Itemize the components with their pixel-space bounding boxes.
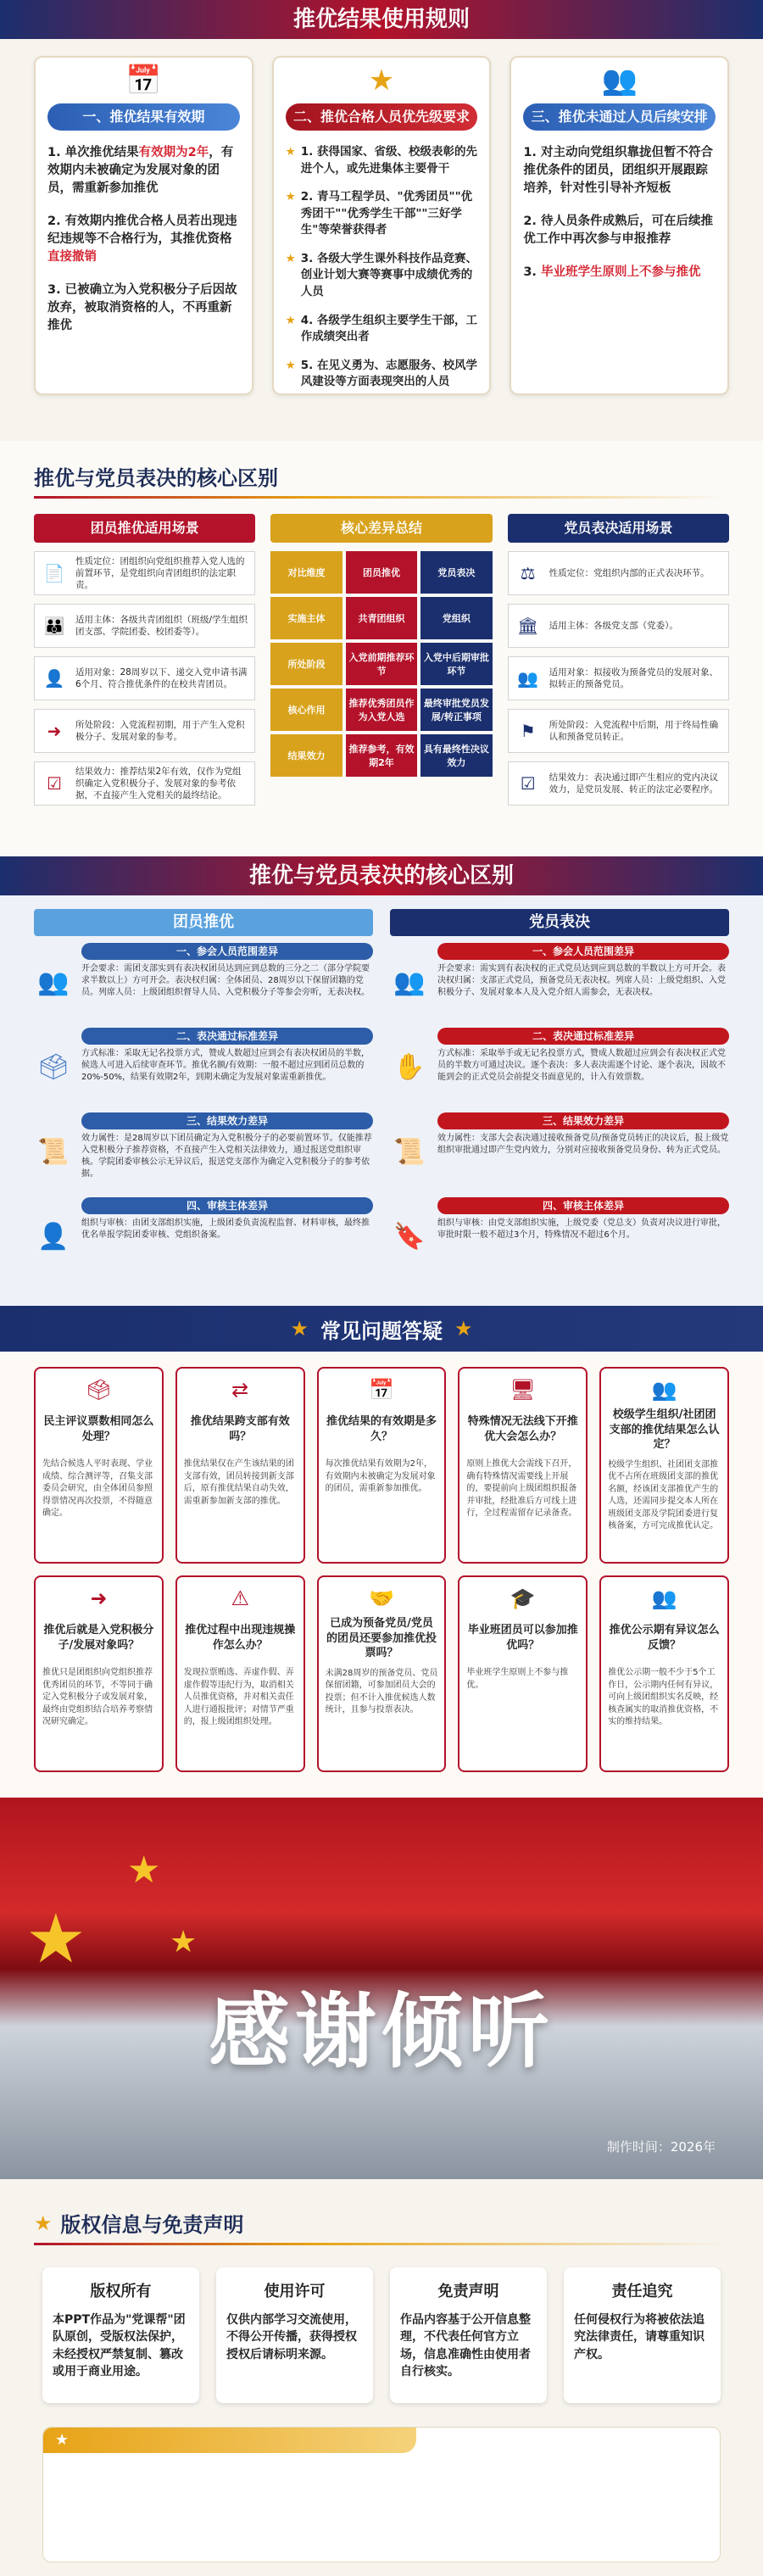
difference-text: 开会要求：需团支部实到有表决权团员达到应到总数的三分之二（部分学院要求半数以上）方可开会。表决权归属：全体团员、28周岁以下保留团籍的党员。列席人员：上级团组织督导人员、入党积极分子等参会旁听，无表决权。 [81,964,370,997]
rule-highlight: 有效期为2年 [138,146,209,159]
difference-body [81,943,373,1021]
rule-item [523,264,716,282]
monitor-icon: 🖥 [510,1378,537,1402]
faq-answer: 先结合候选人平时表现、学业成绩、综合测评等，召集支部委员会研究，由全体团员参照得票情况再次投票，不得随意确定。 [42,1459,153,1518]
faq-question: 推优过程中出现违规操作怎么办？ [185,1624,296,1652]
faq-answer: 原则上推优大会需线下召开，确有特殊情况需要线上开展的，要提前向上级团组织报备并审批，经批准后方可线上进行，全过程需留存记录备查。 [466,1459,577,1518]
summary-row [270,551,492,594]
star-icon: ★ [34,2211,53,2235]
faq-question: 民主评议票数相同怎么处理？ [43,1415,154,1443]
star-icon: ★ [55,2431,70,2449]
difference-subtitle: 一、参会人员范围差异 [437,943,729,960]
scenario-text: 性质定位：团组织向党组织推荐入党人选的前置环节，是党组织向青团组织的法定职责。 [75,555,245,591]
hand-vote-icon: ✋ [393,1051,426,1082]
copyright-card [564,2267,721,2403]
star-icon: ★ [25,1899,86,1978]
copyright-card [390,2267,547,2403]
rule-item [286,251,478,301]
scenario-text: 所处阶段：入党流程初期，用于产生入党积极分子、发展对象的参考。 [75,719,245,742]
section-heading [0,461,763,491]
rule-text: 1. 单次推优结果 [47,146,139,159]
slide-usage-rules [0,0,763,441]
star-icon: ★ [285,190,296,204]
person-badge-icon: 👤 [37,1221,70,1252]
building-icon: 🏛 [516,615,539,636]
rule-text: ，有效期内未被确定为发展对象的团员，需重新参加推优 [47,146,234,196]
party-detail-heading: 党员表决 [390,909,729,936]
star-icon: ★ [290,1317,309,1341]
rule-item [523,144,716,198]
faq-card [34,1575,164,1772]
rule-text: 2. 待人员条件成熟后，可在后续推优工作中再次参与申报推荐 [523,215,713,247]
meeting-icon: 👥 [393,967,426,997]
rule-item [523,213,716,248]
summary-heading: 核心差异总结 [270,514,492,543]
star-icon: ★ [368,64,395,98]
copyright-card-title: 使用许可 [264,2283,326,2300]
difference-block [34,1197,373,1275]
rule-item [286,144,478,177]
scenario-item [508,551,729,595]
star-icon: ★ [285,358,296,372]
rule-cards [0,39,763,412]
copyright-card-title: 免责声明 [437,2283,499,2300]
difference-block [390,1197,729,1275]
person-icon: 👤 [43,667,65,689]
copyright-card-title: 版权所有 [90,2283,152,2300]
creation-time: 制作时间：2026年 [606,2139,716,2155]
ballot-icon: 🗳 [36,1051,70,1082]
slide-title: 推优与党员表决的核心区别 [0,856,763,895]
note-box [42,2427,721,2562]
faq-question: 已成为预备党员/党员的团员还要参加推优投票吗？ [326,1617,437,1660]
summary-row [270,734,492,777]
route-icon: ➜ [90,1586,108,1610]
group-icon: 👪 [43,615,65,636]
scenario-text: 所处阶段：入党流程中后期，用于终局性确认和预备党员转正。 [549,719,719,742]
difference-text: 方式标准：采取举手或无记名投票方式，赞成人数超过应到会有表决权正式党员的半数方可通过决议。逐个表决：多人表决需逐个讨论、逐个表决，因故不能到会的正式党员会前提交书面意见的，计入有效票数。 [437,1049,726,1082]
faq-answer: 每次推优结果有效期为2年，有效期内未被确定为发展对象的团员，需重新参加推优。 [325,1459,436,1493]
calendar-icon: 📅 [125,64,162,98]
calendar-icon: 📅 [369,1378,394,1402]
handshake-icon: 🤝 [369,1586,394,1610]
faq-question: 校级学生组织/社团团支部的推优结果怎么认定？ [609,1408,720,1452]
summary-row [270,689,492,731]
star-icon: ★ [170,1925,198,1960]
summary-league: 推荐参考，有效期2年 [346,734,417,777]
difference-block [390,943,729,1021]
summary-party: 党组织 [420,597,492,639]
league-detail-heading: 团员推优 [34,909,373,936]
scenario-item [34,551,255,595]
rule-text: 2. 有效期内推优合格人员若出现违纪违规等不合格行为，其推优资格 [47,215,237,247]
meeting-icon: 👥 [651,1586,677,1610]
slide-copyright [0,2179,763,2576]
note-bar [43,2428,416,2453]
faq-card [599,1575,729,1772]
difference-text: 组织与审核：由党支部组织实施，上级党委（党总支）负责对决议进行审批，审批时限一般不超过3个月，特殊情况不超过6个月。 [437,1218,726,1240]
faq-card [175,1575,305,1772]
party-detail [390,909,729,1275]
scenario-item [34,604,255,648]
copyright-card-text: 任何侵权行为将被依法追究法律责任，请尊重知识产权。 [574,2313,705,2361]
rule-text: 2. 青马工程学员、"优秀团员""优秀团干""优秀学生干部""三好学生"等荣誉获得者 [300,190,473,237]
slide-core-difference-detail [0,856,763,1306]
difference-subtitle: 三、结果效力差异 [81,1112,373,1129]
copyright-card [216,2267,373,2403]
faq-question: 推优公示期有异议怎么反馈？ [609,1624,720,1652]
users-icon: 👥 [601,64,638,98]
copyright-card-text: 本PPT作品为"党课帮"团队原创，受版权法保护，未经授权严禁复制、篡改或用于商业用途。 [53,2313,186,2378]
rule-item [47,213,240,266]
difference-body [81,1197,373,1275]
steps-icon: ➜ [47,720,62,741]
warning-icon: ⚠ [231,1586,249,1610]
rule-card-heading: 二、推优合格人员优先级要求 [286,103,478,131]
faq-card [458,1575,588,1772]
rule-text: 1. 获得国家、省级、校级表彰的先进个人，或先进集体主要骨干 [300,145,478,176]
faq-question: 推优结果跨支部有效吗？ [190,1415,290,1443]
faq-answer: 发现拉票贿选、弄虚作假、弄虚作假等违纪行为，取消相关人员推优资格，并对相关责任人进行通报批评；对情节严重的，报上级团组织处理。 [183,1668,294,1726]
section-title: 推优与党员表决的核心区别 [34,466,278,490]
star-icon: ★ [454,1317,473,1341]
difference-summary [270,514,492,806]
rule-card [34,56,253,395]
difference-subtitle: 三、结果效力差异 [437,1112,729,1129]
faq-question: 特殊情况无法线下开推优大会怎么办？ [467,1415,578,1443]
copyright-card-title: 责任追究 [611,2283,673,2300]
graduate-icon: 🎓 [510,1586,536,1610]
summary-row [270,597,492,639]
summary-party: 入党中后期审批环节 [420,643,492,685]
faq-card [175,1367,305,1564]
summary-dimension: 实施主体 [270,597,342,639]
rule-item [47,144,240,198]
faq-card [34,1367,164,1564]
slide-core-difference [0,441,763,856]
difference-subtitle: 二、表决通过标准差异 [81,1028,373,1045]
summary-league: 推荐优秀团员作为入党人选 [346,689,417,731]
rule-highlight: 直接撤销 [47,250,97,265]
copyright-card-text: 作品内容基于公开信息整理，不代表任何官方立场，信息准确性由使用者自行核实。 [400,2313,531,2378]
star-icon: ★ [285,313,296,327]
faq-answer: 毕业班学生原则上不参与推优。 [466,1668,569,1690]
certificate-icon: 📜 [393,1136,426,1167]
scenario-item [34,656,255,700]
thanks-text: 感谢倾听 [209,1984,554,2079]
rule-text: 3. 各级大学生课外科技作品竞赛、创业计划大赛等赛事中成绩优秀的人员 [300,251,478,298]
difference-text: 方式标准：采取无记名投票方式，赞成人数超过应到会有表决权团员的半数，候选人可进入后续审查环节。推优名额/有效期：一般不超过应到团员总数的20%-50%，结果有效期2年，到期未确定为发展对象需重新推优。 [81,1049,370,1082]
faq-answer: 推优公示期一般不少于5个工作日，公示期内任何有异议，可向上级团组织实名反映，经核查属实的取消推优资格，不实的维持结果。 [608,1668,719,1726]
people-icon: 👥 [517,667,539,689]
difference-body [81,1112,373,1190]
star-icon: ★ [285,251,296,265]
rule-text: 1. 对主动向党组织靠拢但暂不符合推优条件的团员，团组织开展跟踪培养，针对性引导补齐短板 [523,146,713,196]
section-heading [0,2208,763,2238]
faq-answer: 未满28周岁的预备党员、党员保留团籍，可参加团员大会的投票；但不计入推优候选人数统计，且参与投票表决。 [325,1668,438,1715]
difference-text: 效力属性：支部大会表决通过接收预备党员/预备党员转正的决议后，报上级党组织审批通过即产生党内效力，分别对应接收预备党员身份、转为正式党员。 [437,1134,729,1155]
faq-question: 毕业班团员可以参加推优吗？ [467,1624,578,1652]
summary-league: 入党前期推荐环节 [346,643,417,685]
rule-item [47,282,240,335]
scenario-item [34,709,255,753]
faq-title: 常见问题答疑 [320,1319,443,1343]
scenario-item [508,604,729,648]
faq-grid [0,1352,763,1787]
difference-body [437,1197,729,1275]
copyright-cards [0,2245,763,2403]
team-icon: 👥 [37,967,70,997]
rule-text: 3. [523,265,541,280]
shuffle-icon: ⇄ [231,1378,249,1402]
summary-party: 具有最终性决议效力 [420,734,492,777]
difference-subtitle: 四、审核主体差异 [437,1197,729,1214]
document-icon: 📄 [43,562,65,583]
faq-answer: 推优只是团组织向党组织推荐优秀团员的环节，不等同于确定入党积极分子或发展对象，最终由党组织结合培养考察情况研究确定。 [42,1668,153,1726]
faq-card [599,1367,729,1564]
rule-card [272,56,492,395]
faq-card [458,1367,588,1564]
vote-icon: 🗳 [86,1378,112,1402]
check-doc-icon: ☑ [47,772,62,794]
summary-party: 党员表决 [420,551,492,594]
rule-text: 4. 各级学生组织主要学生干部，工作成绩突出者 [300,313,478,344]
faq-question: 推优结果的有效期是多久？ [326,1415,437,1443]
difference-subtitle: 一、参会人员范围差异 [81,943,373,960]
faq-answer: 推优结果仅在产生该结果的团支部有效，团员转接到新支部后，原有推优结果自动失效，需重新参加新支部的推优。 [183,1459,294,1506]
slide-thanks [0,1798,763,2179]
league-detail [34,909,373,1275]
scenario-item [508,709,729,753]
summary-dimension: 核心作用 [270,689,342,731]
star-icon: ★ [285,145,296,159]
rule-card-heading: 三、推优未通过人员后续安排 [523,103,716,131]
star-icon: ★ [127,1848,161,1892]
scenario-text: 适用主体：各级共青团组织（班级/学生组织团支部、学院团委、校团委等）。 [75,614,248,637]
difference-subtitle: 四、审核主体差异 [81,1197,373,1214]
difference-subtitle: 二、表决通过标准差异 [437,1028,729,1045]
scenario-item [508,656,729,700]
party-scenarios [508,514,729,806]
difference-block [34,943,373,1021]
scenario-text: 结果效力：推荐结果2年有效，仅作为党组织确定入党积极分子、发展对象的参考依据，不直接产生入党相关的最终结论。 [75,766,242,801]
gavel-icon: ⚖ [520,562,536,583]
rule-card-heading: 一、推优结果有效期 [47,103,240,131]
faq-card [317,1367,447,1564]
league-heading: 团员推优适用场景 [34,514,255,543]
checkbox-icon: ☑ [520,772,536,794]
scenario-item [34,761,255,806]
difference-block [390,1112,729,1190]
difference-block [34,1028,373,1106]
faq-answer: 校级学生组织、社团团支部推优不占所在班级团支部的推优名额，经该团支部推优产生的人选，还需同步提交本人所在班级团支部及学院团委进行复核备案，方可完成推优认定。 [608,1459,719,1531]
difference-text: 组织与审核：由团支部组织实施，上级团委负责流程监督、材料审核，最终推优名单报学院团委审核、党组织备案。 [81,1218,370,1240]
faq-heading [0,1306,763,1352]
slide-faq [0,1306,763,1798]
rule-text: 5. 在见义勇为、志愿服务、校风学风建设等方面表现突出的人员 [300,358,478,389]
faq-card [317,1575,447,1772]
difference-body [81,1028,373,1106]
rule-highlight: 毕业班学生原则上不参与推优 [541,265,701,280]
rule-text: 3. 已被确立为入党积极分子后因故放弃，被取消资格的人，不再重新推优 [47,283,237,333]
copyright-card [42,2267,199,2403]
difference-block [34,1112,373,1190]
difference-body [437,943,729,1021]
seal-icon: 🔖 [393,1221,426,1252]
copyright-card-text: 仅供内部学习交流使用，不得公开传播，获得授权授权后请标明来源。 [226,2313,357,2361]
rule-item [286,313,478,346]
summary-dimension: 结果效力 [270,734,342,777]
summary-league: 共青团组织 [346,597,417,639]
summary-dimension: 所处阶段 [270,643,342,685]
scenario-text: 适用对象：28周岁以下、递交入党申请书满6个月、符合推优条件的在校共青团员。 [75,666,248,689]
scenario-text: 适用对象：拟接收为预备党员的发展对象、拟转正的预备党员。 [549,666,719,689]
scenario-text: 适用主体：各级党支部（党委）。 [549,620,678,631]
team-icon: 👥 [651,1378,677,1402]
difference-block [390,1028,729,1106]
summary-dimension: 对比维度 [270,551,342,594]
scenario-text: 性质定位：党组织内部的正式表决环节。 [549,567,710,578]
summary-league: 团员推优 [346,551,417,594]
difference-text: 开会要求：需实到有表决权的正式党员达到应到总数的半数以上方可开会。表决权归属：支部正式党员，预备党员无表决权。列席人员：上级党组织、入党积极分子、发展对象本人及入党介绍人需参会，无表决权。 [437,964,726,997]
summary-party: 最终审批党员发展/转正事项 [420,689,492,731]
summary-table [270,551,492,777]
slide-title: 推优结果使用规则 [0,0,763,39]
doc-seal-icon: 📜 [37,1136,70,1167]
scenario-item [508,761,729,806]
party-heading: 党员表决适用场景 [508,514,729,543]
difference-body [437,1112,729,1190]
faq-question: 推优后就是入党积极分子/发展对象吗？ [43,1624,154,1652]
scenario-text: 结果效力：表决通过即产生相应的党内决议效力，是党员发展、转正的法定必要程序。 [549,772,719,795]
rule-item [286,358,478,391]
difference-text: 效力属性：是28周岁以下团员确定为入党积极分子的必要前置环节。仅能推荐入党积极分子推荐资格，不直接产生入党相关法律效力，通过报送党组织审核。学院团委审核公示无异议后，报送党支部作为确定入党积极分子的参考依据。 [81,1134,372,1179]
rule-item [286,189,478,239]
difference-body [437,1028,729,1106]
flag-icon: ⚑ [520,720,536,741]
summary-row [270,643,492,685]
section-title: 版权信息与免责声明 [60,2213,244,2237]
league-scenarios [34,514,255,806]
rule-card [510,56,729,395]
